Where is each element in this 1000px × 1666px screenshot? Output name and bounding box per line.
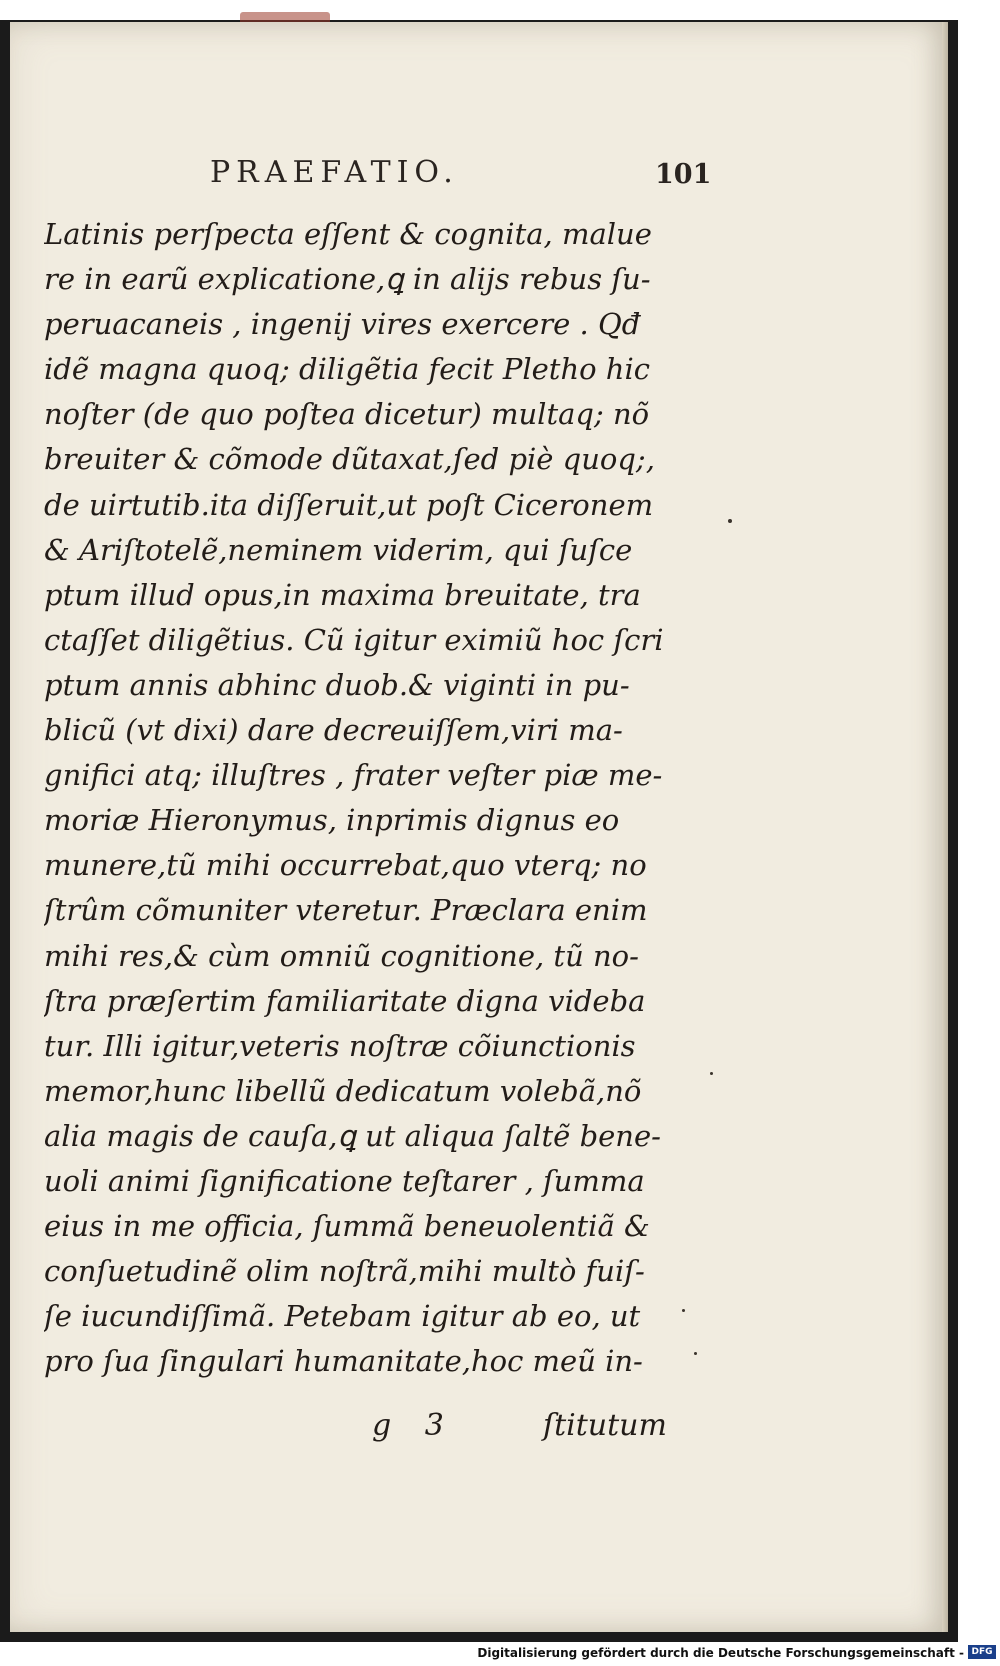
paper-speck: [694, 1352, 697, 1355]
page-edge: [942, 22, 948, 1632]
text-line: uoli animi ſignificatione teſtarer , ſumma: [44, 1163, 645, 1198]
paper-speck: [682, 1309, 685, 1312]
text-line: idẽ magna quoq; diligẽtia fecit Pletho hic: [44, 352, 650, 387]
page-number: 101: [655, 159, 712, 190]
text-line: gnifici atq; illuſtres , frater veſter piæ me-: [44, 758, 663, 793]
running-title: PRAEFATIO.: [210, 155, 459, 190]
text-line: blicũ (vt dixi) dare decreuiſſem,viri ma-: [44, 713, 623, 748]
text-line: ſtrûm cõmuniter vteretur. Præclara enim: [44, 893, 648, 928]
signature-mark: g 3: [372, 1408, 456, 1443]
text-line: ptum illud opus,in maxima breuitate, tra: [44, 577, 641, 612]
text-line: re in earũ explicatione,ꝗ in alijs rebus ſu-: [44, 262, 651, 297]
text-line: alia magis de cauſa,ꝗ ut aliqua ſaltẽ bene-: [44, 1118, 661, 1153]
book-page: [10, 22, 948, 1632]
text-line: eius in me officia, ſummã beneuolentiã &: [44, 1209, 650, 1244]
text-line: memor,hunc libellũ dedicatum volebã,nõ: [44, 1073, 642, 1108]
text-line: & Ariſtotelẽ,neminem viderim, qui ſuſce: [44, 532, 633, 567]
text-line: mihi res,& cùm omniũ cognitione, tũ no-: [44, 938, 639, 973]
paper-speck: [728, 519, 732, 523]
catchword: ſtitutum: [543, 1408, 667, 1443]
text-line: noſter (de quo poſtea dicetur) multaq; nõ: [44, 397, 650, 432]
text-line: munere,tũ mihi occurrebat,quo vterq; no: [44, 848, 647, 883]
text-line: ctaſſet diligẽtius. Cũ igitur eximiũ hoc ſcri: [44, 622, 664, 657]
text-line: ptum annis abhinc duob.& viginti in pu-: [44, 667, 630, 702]
text-line: tur. Illi igitur,veteris noſtræ cõiunctionis: [44, 1028, 636, 1063]
text-line: Latinis perſpecta eſſent & cognita, malue: [44, 217, 652, 251]
text-line: ſe iucundiſſimã. Petebam igitur ab eo, ut: [44, 1299, 641, 1334]
dfg-logo: DFG: [968, 1645, 996, 1659]
text-line: conſuetudinẽ olim noſtrã,mihi multò fuiſ-: [44, 1254, 645, 1289]
text-line: peruacaneis , ingenij vires exercere . Qđ: [44, 307, 641, 342]
text-line: de uirtutib.ita diſſeruit,ut poſt Ciceronem: [44, 487, 654, 522]
digitization-credit: Digitalisierung gefördert durch die Deutsche Forschungsgemeinschaft -: [477, 1646, 964, 1660]
text-line: moriæ Hieronymus, inprimis dignus eo: [44, 803, 620, 838]
text-line: pro ſua ſingulari humanitate,hoc meũ in-: [44, 1344, 643, 1379]
text-line: ſtra præſertim familiaritate digna videba: [44, 983, 646, 1018]
text-line: breuiter & cõmode dũtaxat,ſed piè quoq;,: [44, 442, 655, 477]
paper-speck: [710, 1072, 713, 1075]
body-text-block: [44, 212, 704, 1384]
